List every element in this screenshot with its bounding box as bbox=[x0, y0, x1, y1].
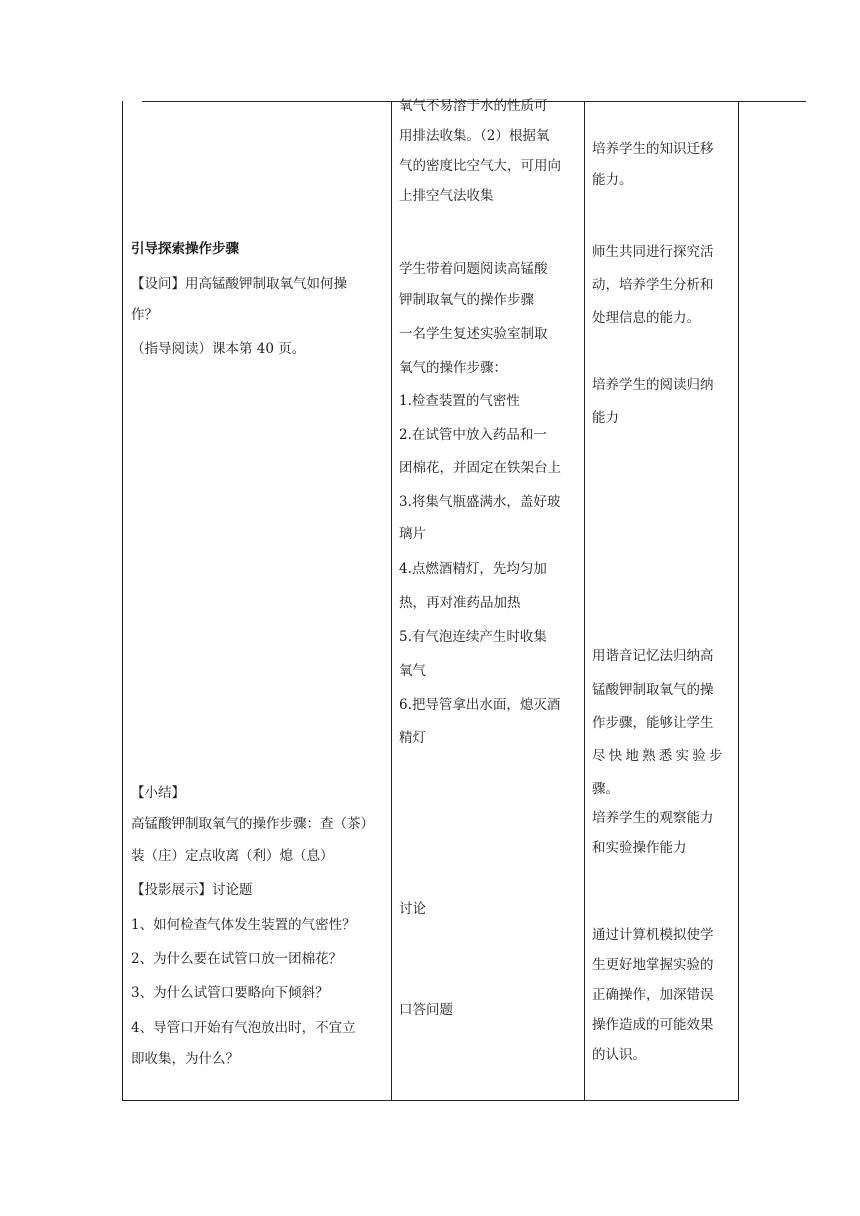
purpose-text-line: 培养学生的知识迁移 bbox=[592, 141, 714, 157]
purpose-text-line: 正确操作，加深错误 bbox=[592, 987, 714, 1003]
column-divider-1 bbox=[391, 101, 392, 1101]
purpose-text-line: 处理信息的能力。 bbox=[592, 310, 700, 326]
teacher-text-line: 即收集，为什么？ bbox=[131, 1051, 239, 1067]
teacher-text-line: 作？ bbox=[131, 307, 158, 323]
teacher-text-line: 装（庄）定点收离（利）熄（息） bbox=[131, 848, 334, 864]
purpose-text-line: 作步骤，能够让学生 bbox=[592, 715, 714, 731]
student-text-line: 团棉花，并固定在铁架台上 bbox=[399, 460, 561, 476]
student-activity-column bbox=[399, 0, 581, 1216]
teacher-text-line: 【投影展示】讨论题 bbox=[131, 882, 253, 898]
student-text-line: 5.有气泡连续产生时收集 bbox=[399, 629, 547, 645]
student-text-line: 学生带着问题阅读高锰酸 bbox=[399, 261, 548, 277]
student-text-line: 用排法收集。（2）根据氧 bbox=[399, 128, 550, 144]
student-text-line: 1.检查装置的气密性 bbox=[399, 393, 520, 409]
purpose-text-line: 培养学生的阅读归纳 bbox=[592, 377, 714, 393]
teacher-text-line: （指导阅读）课本第 40 页。 bbox=[131, 341, 306, 357]
teacher-text-line: 【设问】用高锰酸钾制取氧气如何操 bbox=[131, 276, 347, 292]
student-text-line: 口答问题 bbox=[399, 1002, 453, 1018]
teacher-text-line: 3、为什么试管口要略向下倾斜？ bbox=[131, 985, 329, 1001]
student-text-line: 精灯 bbox=[399, 730, 426, 746]
purpose-text-line: 培养学生的观察能力 bbox=[592, 810, 714, 826]
design-purpose-column bbox=[592, 0, 734, 1216]
student-text-line: 热，再对准药品加热 bbox=[399, 595, 521, 611]
student-text-line: 2.在试管中放入药品和一 bbox=[399, 427, 547, 443]
teacher-activity-column bbox=[131, 0, 387, 1216]
purpose-text-line: 锰酸钾制取氧气的操 bbox=[592, 682, 714, 698]
teacher-text-line: 【小结】 bbox=[131, 785, 185, 801]
student-text-line: 6.把导管拿出水面，熄灭酒 bbox=[399, 697, 561, 713]
student-text-line: 3.将集气瓶盛满水，盖好玻 bbox=[399, 494, 561, 510]
teacher-text-line: 引导探索操作步骤 bbox=[131, 241, 239, 257]
student-text-line: 氧气的操作步骤： bbox=[399, 360, 507, 376]
purpose-text-line: 用谐音记忆法归纳高 bbox=[592, 648, 714, 664]
purpose-text-line: 操作造成的可能效果 bbox=[592, 1017, 714, 1033]
student-text-line: 讨论 bbox=[399, 901, 426, 917]
purpose-text-line: 师生共同进行探究活 bbox=[592, 244, 714, 260]
purpose-text-line: 能力。 bbox=[592, 172, 633, 188]
student-text-line: 一名学生复述实验室制取 bbox=[399, 326, 548, 342]
student-text-line: 氧气 bbox=[399, 663, 426, 679]
purpose-text-line: 通过计算机模拟使学 bbox=[592, 927, 714, 943]
purpose-text-line: 能力 bbox=[592, 410, 619, 426]
right-border bbox=[738, 101, 739, 1101]
student-text-line: 4.点燃酒精灯，先均匀加 bbox=[399, 561, 547, 577]
teacher-text-line: 1、如何检查气体发生装置的气密性？ bbox=[131, 917, 356, 933]
teacher-text-line: 高锰酸钾制取氧气的操作步骤：查（茶） bbox=[131, 816, 374, 832]
left-border bbox=[122, 101, 123, 1101]
purpose-text-line: 和实验操作能力 bbox=[592, 840, 687, 856]
column-divider-2 bbox=[584, 101, 585, 1101]
purpose-text-line: 的认识。 bbox=[592, 1047, 646, 1063]
teacher-text-line: 2、为什么要在试管口放一团棉花？ bbox=[131, 951, 343, 967]
purpose-text-line: 骤。 bbox=[592, 781, 619, 797]
student-text-line: 氧气不易溶于水的性质可 bbox=[399, 98, 548, 114]
student-text-line: 气的密度比空气大，可用向 bbox=[399, 158, 561, 174]
student-text-line: 璃片 bbox=[399, 526, 426, 542]
student-text-line: 钾制取氧气的操作步骤 bbox=[399, 292, 534, 308]
purpose-text-line: 尽快地熟悉实验步 bbox=[592, 748, 726, 764]
teacher-text-line: 4、导管口开始有气泡放出时，不宜立 bbox=[131, 1020, 356, 1036]
student-text-line: 上排空气法收集 bbox=[399, 188, 494, 204]
purpose-text-line: 生更好地掌握实验的 bbox=[592, 957, 714, 973]
purpose-text-line: 动，培养学生分析和 bbox=[592, 277, 714, 293]
